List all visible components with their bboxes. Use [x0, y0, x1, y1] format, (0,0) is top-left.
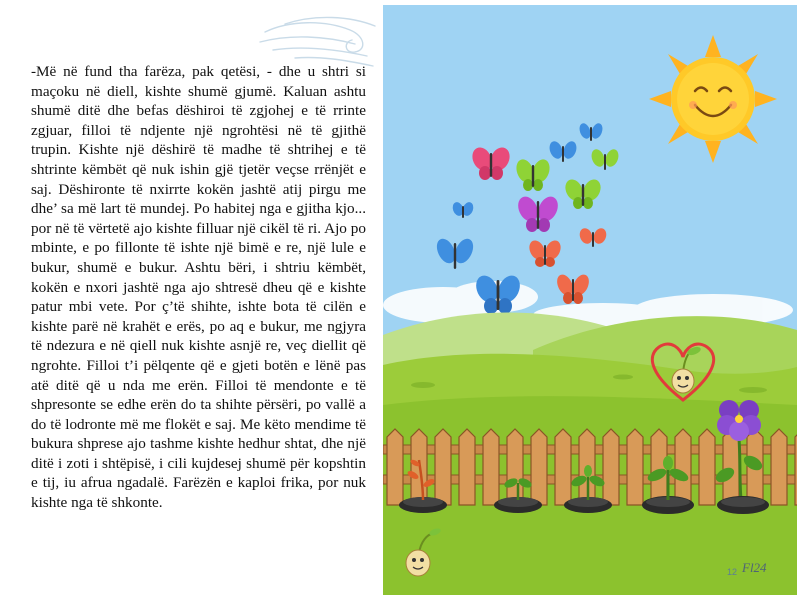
fence-picket: [603, 429, 619, 505]
fence-picket: [699, 429, 715, 505]
fence-picket: [795, 429, 797, 505]
fence-picket: [555, 429, 571, 505]
page-number: 12: [727, 567, 738, 577]
fence-picket: [771, 429, 787, 505]
fence-picket: [483, 429, 499, 505]
story-text: -Më në fund tha farëza, pak qetësi, - dhe u shtri si maçoku në diell, kishte shumë gjumë. Kaluan ashtu shumë ditë dhe befas dëshiroi të zgjohej e të rrinte zgjuar, filloi të ndjente një ngrohtësi në të gjithë trupin. Kishte një dëshirë të madhe të shtrihej e të shtrinte këmbët që nuk ishin gjë tjetër veçse rrënjët e saj. Dëshironte të nxirrte kokën jashtë atij pirgu me dhe’ sa më lart të mundej. Po habitej nga e gjitha kjo... por në të vërtetë ajo kishte filluar një cikël të ri. Ajo po mbinte, e po fillonte të ishte një bimë e re, një lule e bukur, shumë e bukur. Ashtu bëri, i shtriu këmbët, kokën e nxori jashtë nga ajo shtresë dheu që e kishte patur mbi vete. Por ç’të shihte, ishte bota të cilën e kishte parë në krahët e erës, po aq e bukur, me ngjyra të ndezura e në qiell nuk kishte asnjë re, veç diellit që ngrohte. Filloi t’i pëlqente që e gjeti botën e lënë pas atë ditë që u nda me erën. Filloi të mendonte e të shpresonte se edhe erën do ta shihte përsëri, po vallë a do të lodronte më me flokët e saj. Me këto mendime të bukura shprese ajo tashme kishte hedhur shtat, dhe një ditë i zoti i shtëpisë, i cili kujdesej shumë për kopshtin e tij, iu afrua ngadalë. Farëzën e kaploi frika, por nuk kishte nga të shkonte.: [31, 63, 366, 512]
garden-illustration: [383, 5, 797, 595]
fence-picket: [387, 429, 403, 505]
fence-picket: [531, 429, 547, 505]
artist-signature: Fl24: [742, 560, 767, 575]
fence-picket: [507, 429, 523, 505]
smiling-sun-icon: [649, 35, 777, 163]
fence-picket: [627, 429, 643, 505]
fence-picket: [675, 429, 691, 505]
fence-picket: [435, 429, 451, 505]
fence-picket: [459, 429, 475, 505]
wind-swirl-icon: [255, 10, 385, 70]
